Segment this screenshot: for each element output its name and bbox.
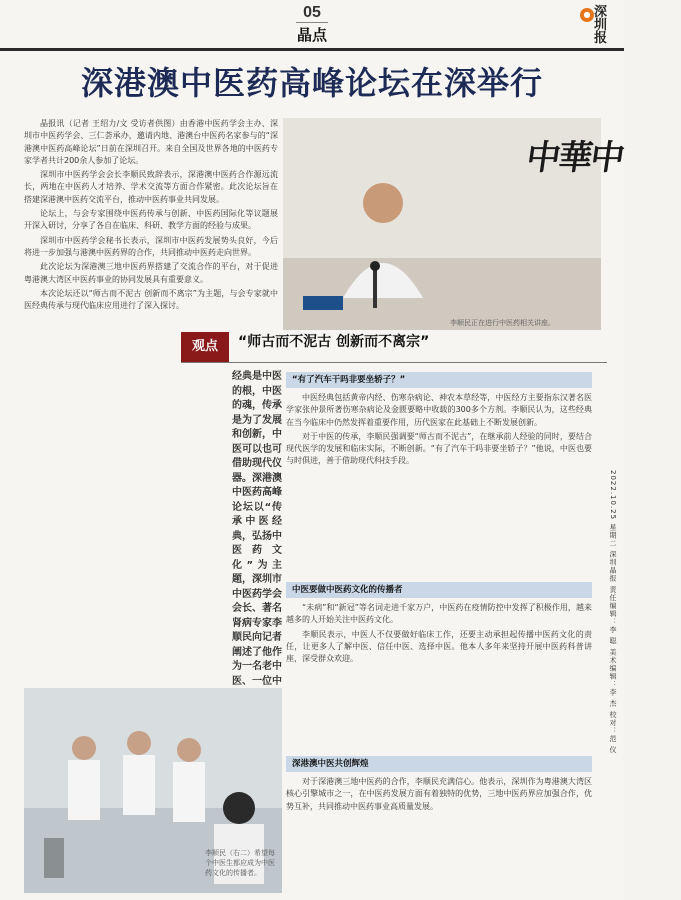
- pull-quote-body: 经典是中医的根，中医的魂，传承是为了发展和创新，中医可以也可借助现代仪器。深港澳中医药高峰论坛以“传承中医经典，弘扬中医药文化”为主题，深圳市中医药学会会长、著名肾病专家李顺民向记者阐述了他作为一名老中医、一位中: [232, 371, 282, 687]
- right-column-section2: [286, 602, 592, 752]
- page-number: 05: [303, 4, 321, 21]
- paragraph: 李顺民表示，中医人不仅要做好临床工作，还要主动承担起传播中医药文化的责任，让更多人了解中医、信任中医、选择中医。他本人多年来坚持开展中医药科普讲座，深受群众欢迎。: [286, 629, 592, 664]
- page-info-strip: 2022.10.25 星期二 深圳晶报 责任编辑：李 聪 美术编辑：李 杰 校对：范 仪: [609, 470, 617, 754]
- paragraph: 中医经典包括黄帝内经、伤寒杂病论、神农本草经等，中医经方主要指东汉著名医学家张仲景所著伤寒杂病论及金匮要略中收载的300多个方剂。李顺民认为，这些经典在当今临床中仍然发挥着重要作用，历代医家在此基础上不断发展创新。: [286, 393, 592, 427]
- subhead-cooperation: 深港澳中医共创辉煌: [286, 756, 592, 772]
- header-bar: [0, 48, 624, 51]
- paragraph: 晶报讯（记者 王绍力/文 受访者供图）由香港中医药学会主办、深圳市中医药学会、三仁荟承办，邀请内地、港澳台中医药名家参与的“深港澳中医药高峰论坛”日前在深圳召开。来自全国及世界各地的中医药专家学者共计200余人参加了论坛。: [24, 119, 278, 165]
- pull-quote-title: “师古而不泥古 创新而不离宗”: [238, 334, 430, 350]
- photo2-caption: 李顺民（右二）希望每个中医生都应成为中医药文化的传播者。: [205, 849, 275, 877]
- photo1-caption: 李顺民正在进行中医药相关讲座。: [450, 319, 555, 327]
- pull-quote-text: [232, 370, 282, 687]
- paragraph: 深圳市中医药学会会长李顺民致辞表示，深港澳中医药合作源远流长，两地在中医药人才培养、学术交流等方面合作紧密。此次论坛旨在搭建深港澳中医药交流平台，推动中医药事业共同发展。: [24, 170, 278, 204]
- paragraph: 此次论坛为深港澳三地中医药界搭建了交流合作的平台，对于促进粤港澳大湾区中医药事业的协同发展具有重要意义。: [24, 262, 278, 284]
- paragraph: 对于中医的传承，李顺民强调要“师古而不泥古”，在继承前人经验的同时，要结合现代医学的发展和临床实际，不断创新。“有了汽车干吗非要坐轿子？”他说，中医也要与时俱进，善于借助现代科技手段。: [286, 431, 592, 466]
- headline: 深港澳中医药高峰论坛在深举行: [80, 64, 543, 102]
- pull-quote-rule: [181, 362, 607, 363]
- subhead-car: “有了汽车干吗非要坐轿子？”: [286, 372, 592, 388]
- paragraph: 深圳市中医药学会秘书长表示，深圳市中医药发展势头良好，今后将进一步加强与港澳中医药界的合作，共同推动中医药走向世界。: [24, 235, 278, 257]
- paragraph: 对于深港澳三地中医药的合作，李顺民充满信心。他表示，深圳作为粤港澳大湾区核心引擎城市之一，在中医药发展方面有着独特的优势，三地中医药界应加强合作，优势互补，共同推动中医药事业高质量发展。: [286, 777, 592, 811]
- section-name: 晶点: [296, 26, 327, 44]
- logo-dot-icon: ●: [580, 8, 594, 22]
- subhead-culture: 中医要做中医药文化的传播者: [286, 582, 592, 598]
- paragraph: 本次论坛还以“师古而不泥古 创新而不离宗”为主题，与会专家就中医经典传承与现代临床应用进行了深入探讨。: [24, 288, 278, 311]
- opinion-tag: 观点: [181, 332, 229, 362]
- newspaper-logo: [578, 6, 614, 46]
- header-rule: [296, 22, 328, 23]
- paragraph: 论坛上，与会专家围绕中医药传承与创新、中医药国际化等议题展开深入研讨，分享了各自在临床、科研、教学方面的经验与成果。: [24, 209, 278, 231]
- paragraph: “未病”和“新冠”等名词走进千家万户，中医药在疫情防控中发挥了积极作用，越来越多的人开始关注中医药文化。: [286, 603, 592, 625]
- right-column-section1: [286, 392, 592, 578]
- logo-text: 深圳报: [594, 5, 608, 46]
- speaker-photo: [283, 118, 626, 330]
- right-column-section3: [286, 776, 592, 894]
- calligraphy-banner: 中華中: [523, 138, 626, 178]
